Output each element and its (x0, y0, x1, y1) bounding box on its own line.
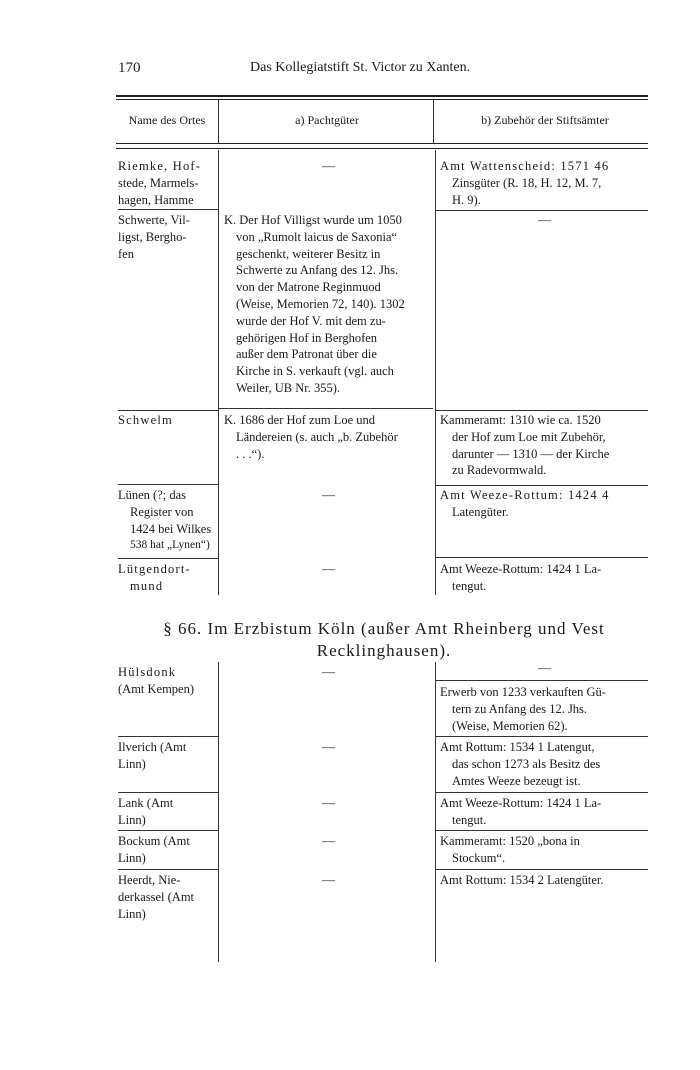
empty-cell-dash: — (538, 660, 551, 675)
column-divider (433, 100, 434, 143)
cell-line: Stockum“. (452, 850, 506, 865)
empty-cell-dash: — (322, 833, 335, 848)
cell-line: tengut. (452, 578, 487, 593)
row-separator (436, 830, 648, 831)
row-separator (118, 410, 218, 411)
empty-cell-dash: — (322, 664, 335, 679)
cell-line: Register von (130, 504, 194, 519)
cell-line: Linn) (118, 812, 146, 827)
cell-line: fen (118, 246, 134, 261)
cell-line: Amt Rottum: 1534 2 Latengüter. (440, 873, 604, 887)
table-top-rule (116, 95, 648, 97)
row-separator (118, 830, 218, 831)
cell-line: Linn) (118, 850, 146, 865)
cell-line: Riemke, Hof- (118, 159, 202, 173)
section-heading-line: § 66. Im Erzbistum Köln (außer Amt Rheinberg und Vest (163, 619, 605, 638)
cell-line: Weiler, UB Nr. 355). (236, 380, 341, 395)
row-separator (118, 736, 218, 737)
cell-line: 538 hat „Lynen“) (130, 539, 210, 552)
cell-line: Linn) (118, 756, 146, 771)
table-cell-ort (118, 833, 216, 867)
row-separator (118, 869, 218, 870)
cell-line: (Weise, Memorien 72, 140). 1302 (236, 296, 405, 311)
table-cell-ort (118, 561, 216, 595)
table-cell-ort (118, 487, 216, 554)
table-cell-pachtgueter (224, 212, 430, 397)
row-separator (219, 408, 433, 409)
table-cell-ort (118, 412, 216, 429)
table-cell-pachtgueter (224, 412, 430, 462)
cell-line: der Hof zum Loe mit Zubehör, (452, 429, 606, 444)
cell-line: Kirche in S. verkauft (vgl. auch (236, 364, 394, 379)
empty-cell-dash: — (322, 158, 335, 173)
cell-line: Lünen (?; das (118, 488, 187, 502)
cell-line: das schon 1273 als Besitz des (452, 756, 601, 771)
table-cell-zubehoer (440, 561, 650, 595)
table-cell-ort (118, 739, 216, 773)
row-separator (118, 792, 218, 793)
cell-line: Latengüter. (452, 504, 509, 519)
cell-line: Linn) (118, 906, 146, 921)
cell-line: Kammeramt: 1520 „bona in (440, 834, 580, 848)
section-heading-line: Recklinghausen). (316, 641, 452, 660)
cell-line: Hülsdonk (118, 665, 177, 679)
row-separator (118, 558, 218, 559)
column-divider (218, 100, 219, 143)
cell-line: K. Der Hof Villigst wurde um 1050 (224, 213, 402, 227)
table-cell-zubehoer (440, 739, 650, 789)
cell-line: stede, Marmels- (118, 175, 199, 190)
empty-cell-dash: — (322, 795, 335, 810)
cell-line: derkassel (Amt (118, 889, 195, 904)
cell-line: Amt Weeze-Rottum: 1424 1 La- (440, 562, 602, 576)
column-divider (435, 662, 436, 962)
cell-line: tengut. (452, 812, 487, 827)
cell-line: Amt Wattenscheid: 1571 46 (440, 159, 610, 173)
cell-line: gehörigen Hof in Berghofen (236, 330, 378, 345)
cell-line: (Amt Kempen) (118, 681, 195, 696)
cell-line: H. 9). (452, 192, 481, 207)
cell-line: K. 1686 der Hof zum Loe und (224, 413, 376, 427)
cell-line: Schwelm (118, 413, 173, 427)
cell-line: Schwerte zu Anfang des 12. Jhs. (236, 263, 399, 278)
cell-line: zu Radevormwald. (452, 463, 547, 478)
cell-line: . . .“). (236, 446, 265, 461)
cell-line: Lank (Amt (118, 796, 174, 810)
cell-line: geschenkt, weiterer Besitz in (236, 246, 381, 261)
row-separator (118, 484, 218, 485)
table-cell-zubehoer (440, 795, 650, 829)
table-top-rule-thin (116, 99, 648, 100)
page-number: 170 (118, 60, 141, 76)
cell-line: Ilverich (Amt (118, 740, 187, 754)
row-separator (436, 869, 648, 870)
table-cell-ort (118, 872, 216, 922)
table-cell-zubehoer (440, 412, 650, 479)
cell-line: Zinsgüter (R. 18, H. 12, M. 7, (452, 175, 602, 190)
cell-line: Schwerte, Vil- (118, 213, 190, 227)
empty-cell-dash: — (322, 561, 335, 576)
column-header-pachtgueter: a) Pachtgüter (295, 113, 359, 127)
row-separator (436, 410, 648, 411)
cell-line: außer dem Patronat über die (236, 347, 377, 362)
cell-line: Heerdt, Nie- (118, 873, 181, 887)
header-bottom-rule-2 (116, 148, 648, 149)
cell-line: tern zu Anfang des 12. Jhs. (452, 701, 588, 716)
section-heading (118, 618, 650, 662)
column-header-zubehoer: b) Zubehör der Stiftsämter (481, 113, 609, 127)
empty-cell-dash: — (538, 212, 551, 227)
header-bottom-rule (116, 143, 648, 144)
column-header-ort: Name des Ortes (128, 113, 206, 127)
column-divider (218, 150, 219, 595)
row-separator (436, 485, 648, 486)
table-cell-zubehoer (440, 872, 650, 889)
empty-cell-dash: — (322, 872, 335, 887)
table-cell-zubehoer (440, 833, 650, 867)
cell-line: 1424 bei Wilkes (130, 521, 212, 536)
running-title: Das Kollegiatstift St. Victor zu Xanten. (250, 60, 471, 75)
row-separator (436, 680, 648, 681)
cell-line: (Weise, Memorien 62). (452, 718, 568, 733)
column-divider (435, 150, 436, 595)
row-separator (436, 736, 648, 737)
table-cell-zubehoer (440, 487, 650, 521)
cell-line: Erwerb von 1233 verkauften Gü- (440, 685, 606, 699)
empty-cell-dash: — (322, 487, 335, 502)
cell-line: mund (130, 578, 164, 593)
cell-line: Ländereien (s. auch „b. Zubehör (236, 429, 398, 444)
table-cell-zubehoer (440, 158, 650, 208)
row-separator (436, 210, 648, 211)
row-separator (436, 557, 648, 558)
table-cell-ort (118, 795, 216, 829)
row-separator (118, 209, 218, 210)
cell-line: ligst, Bergho- (118, 229, 187, 244)
table-cell-ort (118, 158, 216, 208)
empty-cell-dash: — (322, 739, 335, 754)
cell-line: Amt Weeze-Rottum: 1424 1 La- (440, 796, 602, 810)
cell-line: von „Rumolt laicus de Saxonia“ (236, 229, 398, 244)
cell-line: Amt Weeze-Rottum: 1424 4 (440, 488, 610, 502)
table-cell-zubehoer (440, 684, 650, 734)
table-cell-ort (118, 212, 216, 262)
cell-line: Amtes Weeze bezeugt ist. (452, 773, 581, 788)
cell-line: darunter — 1310 — der Kirche (452, 446, 610, 461)
cell-line: hagen, Hamme (118, 192, 194, 207)
table-cell-ort (118, 664, 216, 698)
cell-line: Amt Rottum: 1534 1 Latengut, (440, 740, 595, 754)
cell-line: wurde der Hof V. mit dem zu- (236, 313, 386, 328)
column-divider (218, 662, 219, 962)
cell-line: Kammeramt: 1310 wie ca. 1520 (440, 413, 601, 427)
cell-line: Bockum (Amt (118, 834, 190, 848)
cell-line: Lütgendort- (118, 562, 191, 576)
row-separator (436, 792, 648, 793)
cell-line: von der Matrone Reginmuod (236, 280, 381, 295)
